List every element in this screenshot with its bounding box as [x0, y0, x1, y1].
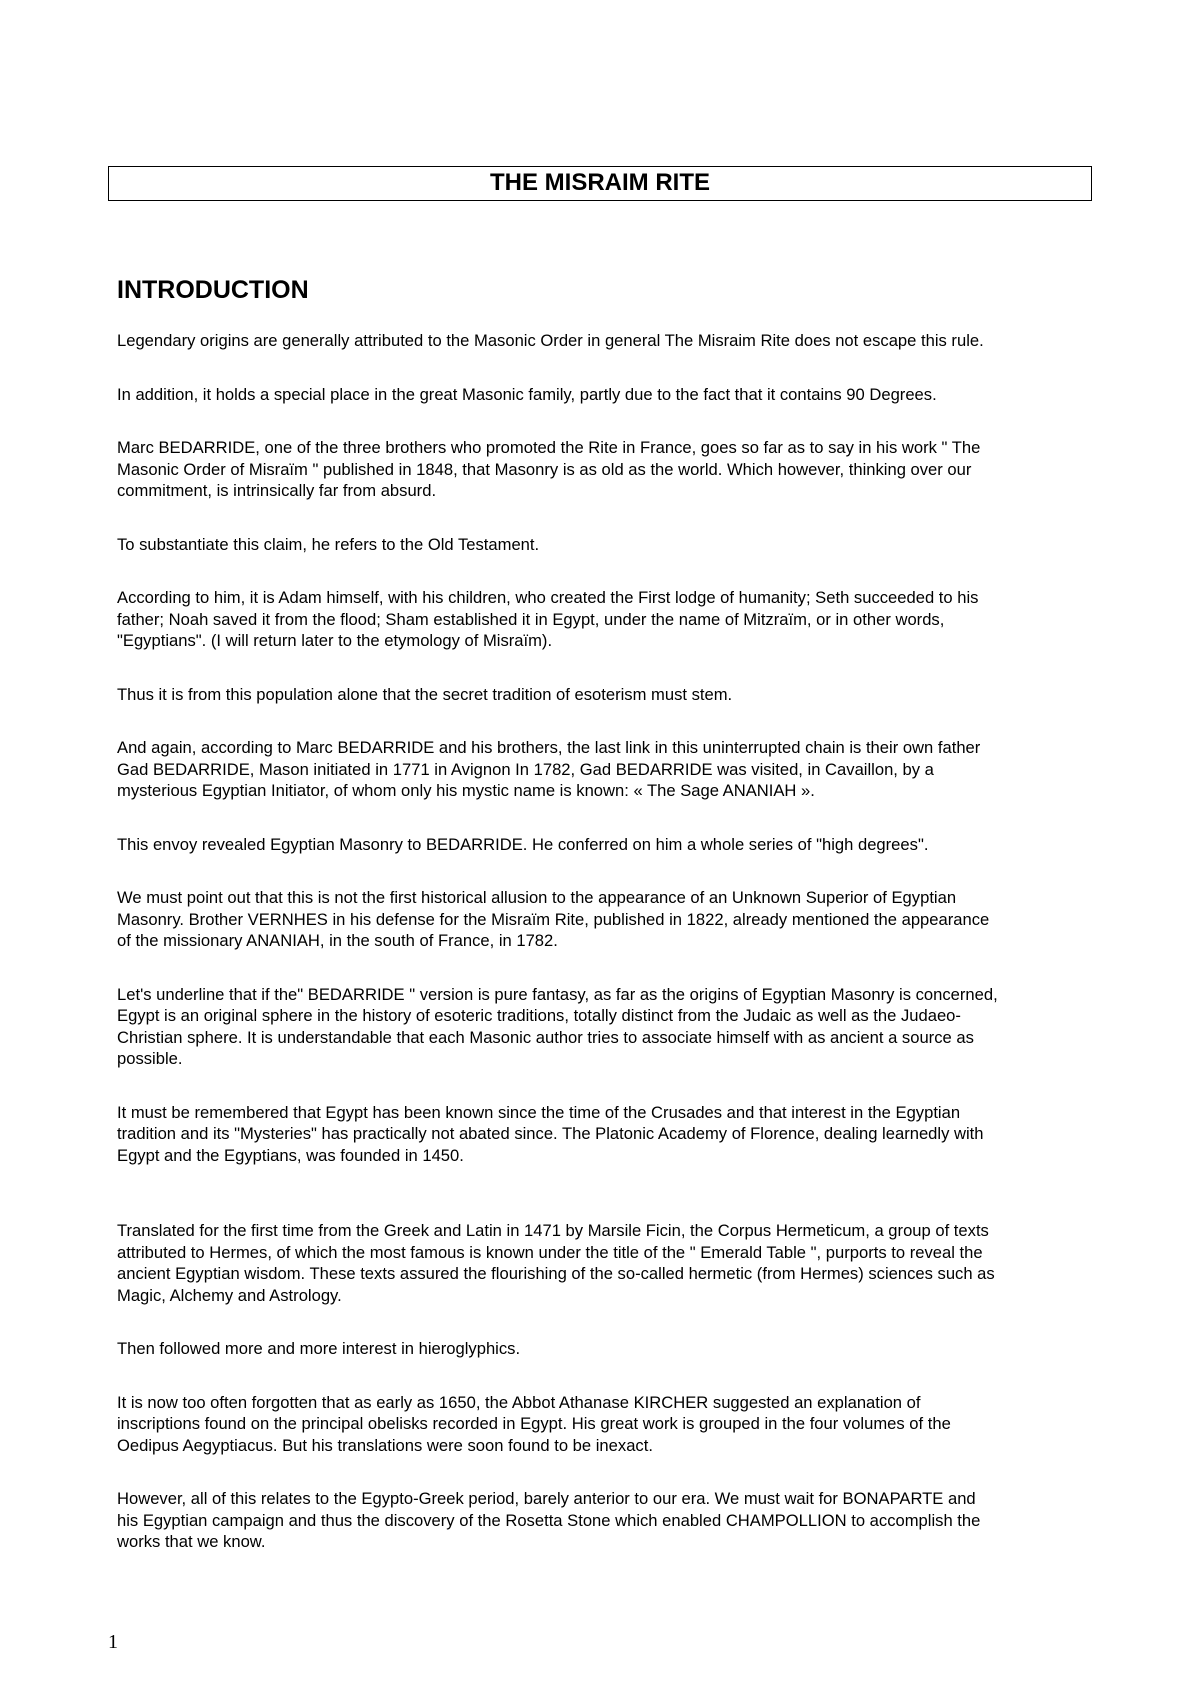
paragraph: And again, according to Marc BEDARRIDE and his brothers, the last link in this uninterrupted chain is their own father Gad BEDARRIDE, Mason initiated in 1771 in Avignon In 1782, Gad BEDARRIDE was visited, in Cavaillon, by a mysterious Egyptian Initiator, of whom only his mystic name is known: « The Sage ANANIAH ».	[117, 738, 981, 800]
paragraph: Let's underline that if the" BEDARRIDE " version is pure fantasy, as far as the origins of Egyptian Masonry is concerned, Egypt is an original sphere in the history of esoteric traditions, totally distinct from the Judaic as well as the Judaeo- Christian sphere. It is understandable that each Masonic author tries to associate himself with as ancient a source as possible.	[117, 984, 998, 1068]
paragraph: Marc BEDARRIDE, one of the three brothers who promoted the Rite in France, goes so far as to say in his work " The Masonic Order of Misraïm " published in 1848, that Masonry is as old as the world. Which however, thinking over our commitment, is intrinsically far from absurd.	[117, 438, 981, 500]
paragraph: Then followed more and more interest in hieroglyphics.	[117, 1339, 521, 1358]
paragraph: It must be remembered that Egypt has been known since the time of the Crusades and that interest in the Egyptian tradition and its "Mysteries" has practically not abated since. The Platonic Academy of Florence, dealing learnedly with Egypt and the Egyptians, was founded in 1450.	[117, 1102, 984, 1165]
paragraph: We must point out that this is not the first historical allusion to the appearance of an Unknown Superior of Egyptian Masonry. Brother VERNHES in his defense for the Misraïm Rite, published in 1822, already mentioned the appearance of the missionary ANANIAH, in the south of France, in 1782.	[117, 888, 990, 950]
paragraph: In addition, it holds a special place in the great Masonic family, partly due to the fact that it contains 90 Degrees.	[117, 384, 937, 404]
body-text	[117, 330, 1100, 1585]
page-number: 1	[108, 1631, 118, 1653]
paragraph: Legendary origins are generally attributed to the Masonic Order in general The Misraim Rite does not escape this rule.	[117, 331, 984, 350]
paragraph: Translated for the first time from the Greek and Latin in 1471 by Marsile Ficin, the Corpus Hermeticum, a group of texts attributed to Hermes, of which the most famous is known under the title of the " Emerald Table ", purports to reveal the ancient Egyptian wisdom. These texts assured the flourishing of the so-called hermetic (from Hermes) sciences such as Magic, Alchemy and Astrology.	[117, 1221, 995, 1305]
document-title: THE MISRAIM RITE	[108, 166, 1092, 201]
paragraph: However, all of this relates to the Egypto-Greek period, barely anterior to our era. We must wait for BONAPARTE and his Egyptian campaign and thus the discovery of the Rosetta Stone which enabled CHAMPOLLION to accomplish the works that we know.	[117, 1489, 981, 1551]
paragraph: According to him, it is Adam himself, with his children, who created the First lodge of humanity; Seth succeeded to his father; Noah saved it from the flood; Sham established it in Egypt, under the name of Mitzraïm, or in other words, "Egyptians". (I will return later to the etymology of Misraïm).	[117, 588, 979, 650]
paragraph: Thus it is from this population alone that the secret tradition of esoterism must stem.	[117, 684, 733, 704]
section-heading: INTRODUCTION	[117, 276, 309, 304]
paragraph: It is now too often forgotten that as early as 1650, the Abbot Athanase KIRCHER suggested an explanation of inscriptions found on the principal obelisks recorded in Egypt. His great work is grouped in the four volumes of the Oedipus Aegyptiacus. But his translations were soon found to be inexact.	[117, 1392, 951, 1455]
paragraph: This envoy revealed Egyptian Masonry to BEDARRIDE. He conferred on him a whole series of "high degrees".	[117, 834, 929, 854]
paragraph: To substantiate this claim, he refers to the Old Testament.	[117, 534, 540, 554]
